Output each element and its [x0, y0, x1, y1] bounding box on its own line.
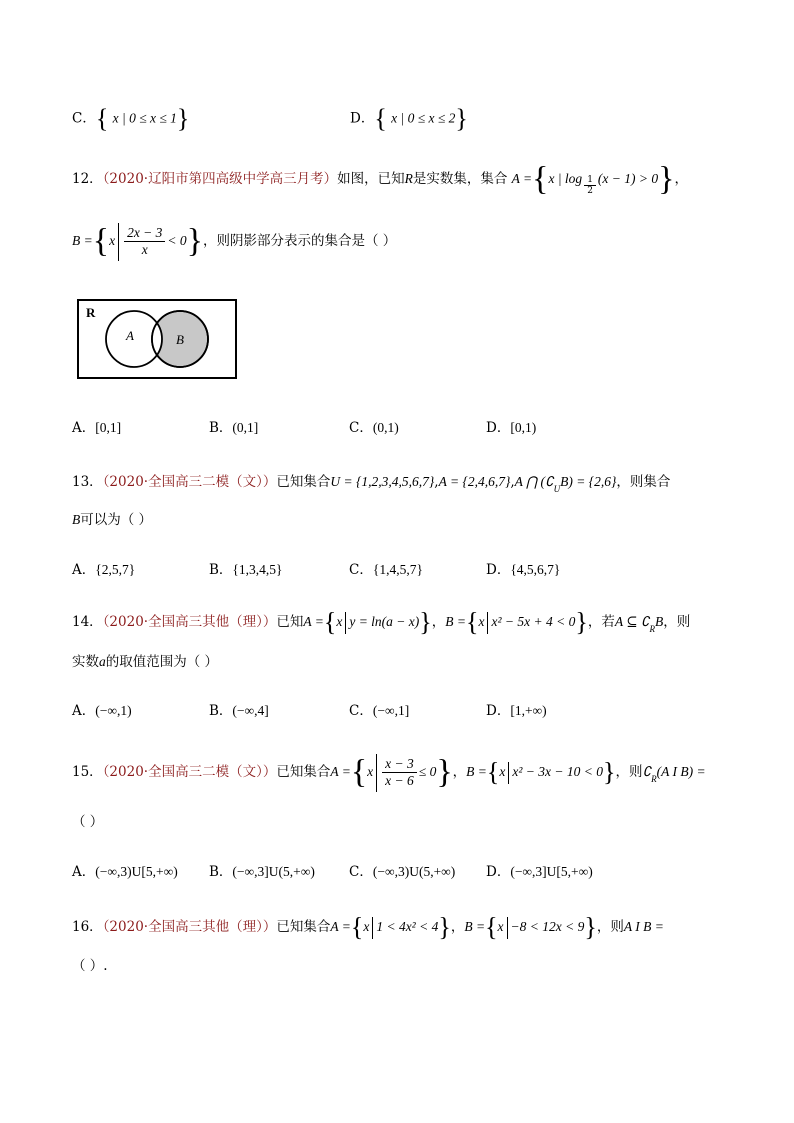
q15-line2: （ ） [72, 814, 104, 830]
q14-option-a: A．(−∞,1) [72, 703, 132, 719]
question-source: （2020·全国高三二模（文）） [102, 764, 277, 780]
question-source: （2020·全国高三其他（理）） [102, 614, 277, 630]
venn-diagram [76, 298, 240, 382]
q15-line1: 15．（2020·全国高三二模（文））已知集合A ={x $\frac{x - 3}{x - 6}$ ≤ 0}，B ={x x² − 3x − 10 < 0}，则$∁_R(A$ I B) = [72, 753, 706, 791]
q14-line2: 实数a的取值范围为（ ） [72, 654, 219, 670]
q14-option-d: D．[1,+∞) [486, 703, 547, 719]
q14-option-c: C．(−∞,1] [349, 703, 410, 719]
q12-line2: B ={x $\frac{2x - 3}{x}$ < 0}，则阴影部分表示的集合是（ ） [72, 222, 397, 260]
q13-line1: 13．（2020·全国高三二模（文））已知集合U = {1,2,3,4,5,6,7},A = {2,4,6,7},A ⋂ $(∁_UB) = \{2,6\}$，则集合 [72, 474, 671, 494]
q12-line1: 12．（2020·辽阳市第四高级中学高三月考）如图，已知R是实数集，集合 A ={x | log $\frac{1}{2}$ (x − 1) > 0}， [72, 160, 688, 198]
question-number: 13． [72, 474, 103, 490]
question-number: 12． [72, 171, 103, 187]
q16-line2: （ ）. [72, 958, 108, 974]
q15-option-a: A．(−∞,3)U[5,+∞) [72, 864, 178, 880]
q13-line2: B可以为（ ） [72, 512, 153, 528]
q12-option-d: D．[0,1) [486, 420, 537, 436]
q14-line1: 14．（2020·全国高三其他（理））已知A ={x y = ln(a − x)}，B ={x x² − 5x + 4 < 0}，若A ⊆ $∁_RB$，则 [72, 607, 691, 637]
question-source: （2020·全国高三二模（文）） [102, 474, 277, 490]
q13-option-d: D．{4,5,6,7} [486, 562, 561, 578]
question-source: （2020·辽阳市第四高级中学高三月考） [102, 171, 338, 187]
venn-label-b: B [176, 332, 184, 347]
q12-option-b: B．(0,1] [209, 420, 259, 436]
q13-option-a: A．{2,5,7} [72, 562, 136, 578]
q13-option-c: C．{1,4,5,7} [349, 562, 423, 578]
q11-option-d: D．{ x | 0 ≤ x ≤ 2} [350, 104, 468, 133]
venn-label-a: A [126, 328, 134, 343]
question-number: 15． [72, 764, 103, 780]
q14-option-b: B．(−∞,4] [209, 703, 269, 719]
q16-line1: 16．（2020·全国高三其他（理））已知集合A ={x 1 < 4x² < 4}，B ={x −8 < 12x < 9}，则A I B = [72, 912, 664, 942]
q12-option-a: A．[0,1] [72, 420, 122, 436]
q15-option-d: D．(−∞,3]U[5,+∞) [486, 864, 593, 880]
q11-option-c: C．{ x | 0 ≤ x ≤ 1} [72, 104, 190, 133]
q15-option-b: B．(−∞,3]U(5,+∞) [209, 864, 315, 880]
q13-option-b: B．{1,3,4,5} [209, 562, 283, 578]
question-number: 16． [72, 919, 103, 935]
question-source: （2020·全国高三其他（理）） [102, 919, 277, 935]
q12-option-c: C．(0,1) [349, 420, 399, 436]
question-number: 14． [72, 614, 103, 630]
venn-label-r: R [86, 305, 96, 320]
q15-option-c: C．(−∞,3)U(5,+∞) [349, 864, 456, 880]
